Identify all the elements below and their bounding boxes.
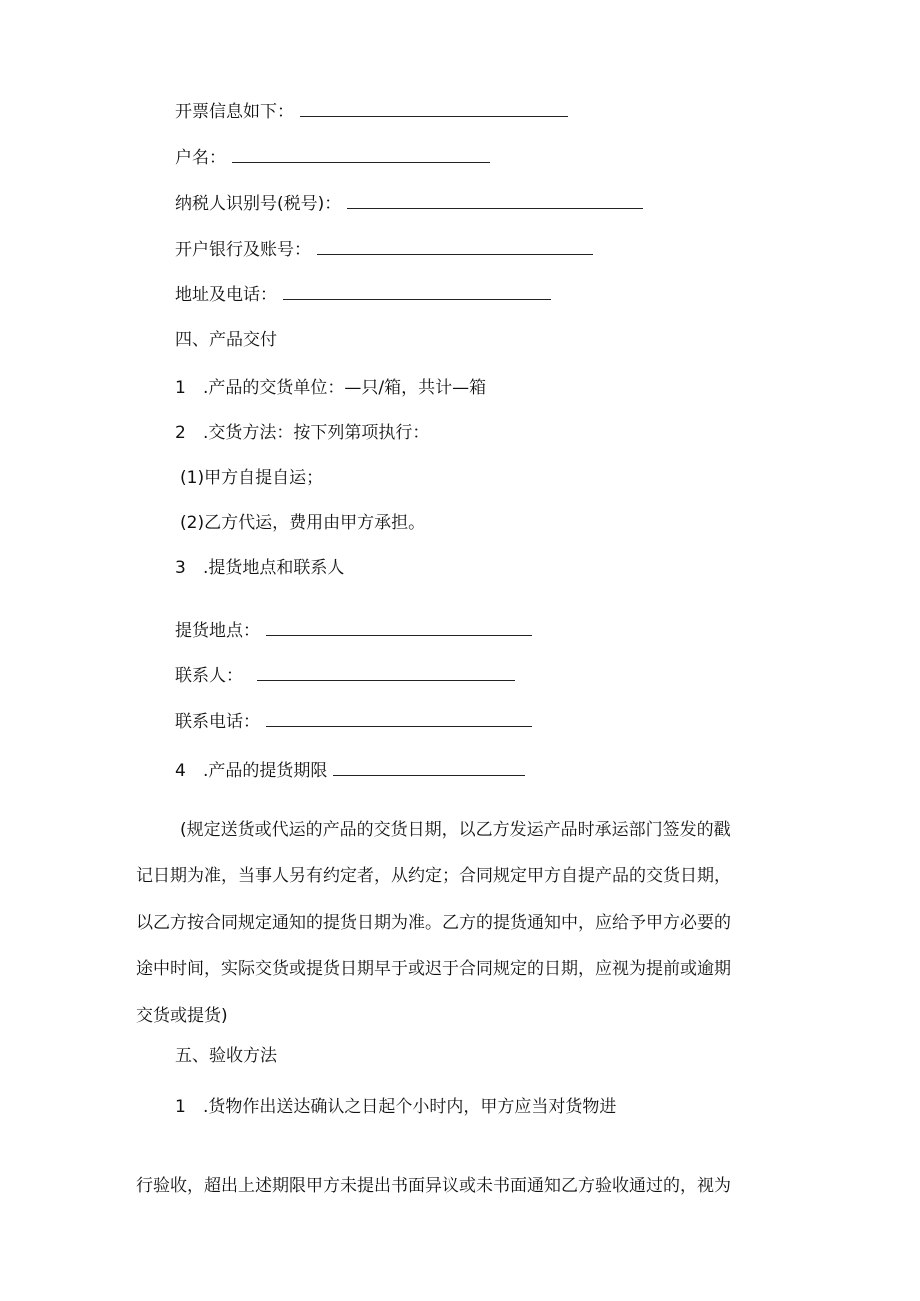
bank-row — [175, 238, 593, 261]
section4-heading: 四、产品交付 — [175, 330, 277, 350]
section4-item2 — [175, 422, 429, 444]
pickup-place-row — [175, 619, 532, 642]
address-phone-row — [175, 283, 551, 306]
note-line-4: 途中时间，实际交货或提货日期早于或迟于合同规定的日期，应视为提前或逾期 — [136, 959, 731, 979]
section5-item1 — [175, 1096, 616, 1118]
contact-row — [175, 664, 515, 687]
tax-id-label: 纳税人识别号(税号)： — [175, 194, 342, 214]
note-line-2: 记日期为准，当事人另有约定者，从约定；合同规定甲方自提产品的交货日期， — [136, 866, 731, 886]
section5-continuation: 行验收，超出上述期限甲方未提出书面异议或未书面通知乙方验收通过的，视为 — [136, 1176, 731, 1196]
bank-blank[interactable] — [317, 238, 593, 255]
item-text: .产品的交货单位：—只/箱，共计—箱 — [203, 378, 487, 398]
invoice-title-row — [175, 100, 568, 123]
item-number: 2 — [175, 423, 186, 443]
pickup-deadline-blank[interactable] — [333, 759, 525, 776]
section5-heading: 五、验收方法 — [175, 1046, 277, 1066]
item-number: 3 — [175, 558, 186, 578]
bank-label: 开户银行及账号： — [175, 240, 311, 260]
contact-phone-row — [175, 710, 532, 733]
section4-item3 — [175, 557, 344, 579]
contact-blank[interactable] — [257, 664, 515, 681]
contact-phone-blank[interactable] — [266, 710, 532, 727]
item-number: 1 — [175, 378, 186, 398]
address-phone-label: 地址及电话： — [175, 285, 277, 305]
contact-label: 联系人： — [175, 666, 243, 686]
section4-item1 — [175, 377, 486, 399]
address-phone-blank[interactable] — [283, 283, 551, 300]
note-line-1: (规定送货或代运的产品的交货日期，以乙方发运产品时承运部门签发的戳 — [180, 820, 731, 840]
item-text: .产品的提货期限 — [203, 761, 328, 781]
item-text: .货物作出送达确认之日起个小时内，甲方应当对货物进 — [203, 1097, 617, 1117]
account-name-blank[interactable] — [232, 146, 490, 163]
delivery-option-1: (1)甲方自提自运； — [180, 468, 324, 488]
pickup-place-blank[interactable] — [266, 619, 532, 636]
item-number: 4 — [175, 761, 186, 781]
account-name-row — [175, 146, 490, 169]
note-line-3: 以乙方按合同规定通知的提货日期为准。乙方的提货通知中，应给予甲方必要的 — [136, 913, 731, 933]
note-line-5: 交货或提货) — [136, 1006, 228, 1026]
item-text: .交货方法：按下列第项执行： — [203, 423, 430, 443]
account-name-label: 户名： — [175, 148, 226, 168]
item-text: .提货地点和联系人 — [203, 558, 345, 578]
section4-item4 — [175, 759, 525, 782]
invoice-title-blank[interactable] — [300, 100, 568, 117]
pickup-place-label: 提货地点： — [175, 621, 260, 641]
contact-phone-label: 联系电话： — [175, 712, 260, 732]
delivery-option-2: (2)乙方代运，费用由甲方承担。 — [180, 513, 426, 533]
invoice-title-label: 开票信息如下： — [175, 102, 294, 122]
tax-id-row — [175, 192, 643, 215]
item-number: 1 — [175, 1097, 186, 1117]
tax-id-blank[interactable] — [347, 192, 643, 209]
